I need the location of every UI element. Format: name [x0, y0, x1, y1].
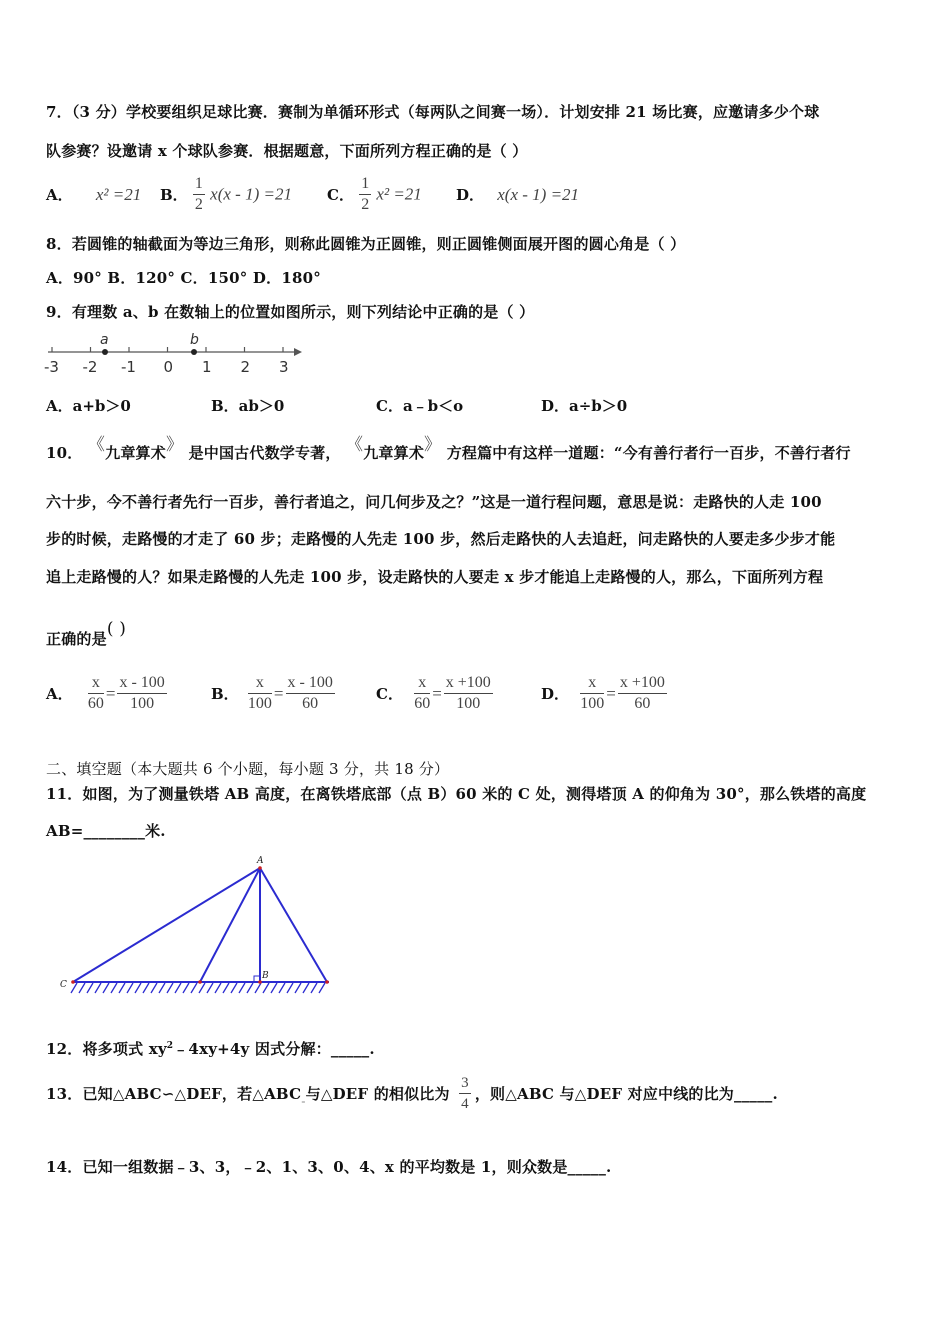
q9-option-c: C．a﹣b＜o [376, 397, 464, 415]
label-A: A [257, 856, 264, 866]
hatch-stroke [311, 983, 317, 993]
hatch-stroke [215, 983, 221, 993]
q10-stem-line2: 六十步，今不善行者先行一百步，善行者追之，问几何步及之？”这是一道行程问题，意思是说：走路快的人走 100 [46, 493, 822, 511]
hatch-stroke [167, 983, 173, 993]
hatch-stroke [71, 983, 77, 993]
q10-option-a: A． $\frac{x}{60}$ = $\frac{x - 100}{100}$ [46, 674, 165, 712]
q8-stem: 8．若圆锥的轴截面为等边三角形，则称此圆锥为正圆锥，则正圆锥侧面展开图的圆心角是（ ） [46, 235, 686, 253]
q7-option-b: B． $\frac{1}{2}$ x(x - 1) =21 [160, 175, 292, 213]
section-heading: 二、填空题（本大题共 6 个小题，每小题 3 分，共 18 分） [46, 760, 450, 778]
hatch-stroke [247, 983, 253, 993]
book-title-2: 九章算术 [363, 444, 425, 462]
hatch-stroke [111, 983, 117, 993]
hatch-stroke [199, 983, 205, 993]
hatch-stroke [143, 983, 149, 993]
ground-hatching [71, 983, 325, 993]
point-E [325, 980, 329, 984]
q9-stem: 9．有理数 a、b 在数轴上的位置如图所示，则下列结论中正确的是（ ） [46, 303, 535, 321]
hatch-stroke [319, 983, 325, 993]
point-b-label: b [190, 332, 199, 348]
q10-stem-line5: 正确的是( ) [46, 619, 127, 648]
hatch-stroke [127, 983, 133, 993]
q7-option-c: C． $\frac{1}{2}$ x² =21 [327, 175, 422, 213]
tick-label: -3 [44, 358, 59, 376]
answer-bracket: ( ) [106, 619, 127, 639]
q9-option-b: B．ab＞0 [211, 397, 285, 415]
tick-label: 1 [202, 358, 212, 376]
label-C: C [60, 980, 67, 990]
hatch-stroke [255, 983, 261, 993]
q11-stem-line1: 11．如图，为了测量铁塔 AB 高度，在离铁塔底部（点 B）60 米的 C 处，测得塔顶 A 的仰角为 30°，那么铁塔的高度 [46, 785, 867, 803]
hatch-stroke [295, 983, 301, 993]
line-CA [73, 868, 260, 982]
q7-stem-line1: 7．（3 分）学校要组织足球比赛．赛制为单循环形式（每两队之间赛一场）．计划安排 21 场比赛，应邀请多少个球 [46, 103, 820, 121]
book-title-1: 九章算术 [105, 444, 166, 462]
hatch-stroke [279, 983, 285, 993]
label-B: B [262, 971, 269, 981]
point-a [102, 349, 108, 355]
q9-option-a: A．a+b＞0 [46, 397, 131, 415]
hatch-stroke [239, 983, 245, 993]
number-line-ticks [44, 347, 289, 376]
hatch-stroke [303, 983, 309, 993]
hatch-stroke [263, 983, 269, 993]
hatch-stroke [159, 983, 165, 993]
hatch-stroke [175, 983, 181, 993]
tick-label: -1 [121, 358, 136, 376]
hatch-stroke [87, 983, 93, 993]
hatch-stroke [95, 983, 101, 993]
q10-stem-line1: 10． 《九章算术》 是中国古代数学专著， 《九章算术》 方程篇中有这样一道题：“今有善行者行一百步，不善行者行 [46, 435, 851, 462]
hatch-stroke [183, 983, 189, 993]
q7-option-c-fraction: $\frac{1}{2}$ [361, 175, 370, 213]
q11-stem-line2: AB=________米. [46, 822, 166, 840]
q10-option-c: C． $\frac{x}{60}$ = $\frac{x +100}{100}$ [376, 674, 491, 712]
q7-option-a-expr: x² =21 [95, 185, 142, 204]
q7-option-d: D． x(x - 1) =21 [456, 185, 580, 204]
hatch-stroke [231, 983, 237, 993]
number-line-arrow [294, 348, 302, 356]
point-A [258, 866, 262, 870]
q8-options: A．90° B．120° C．150° D．180° [46, 269, 321, 287]
hatch-stroke [207, 983, 213, 993]
tick-label: 2 [240, 358, 251, 376]
tick-label: 3 [279, 358, 289, 376]
hatch-stroke [271, 983, 277, 993]
tower-figure [55, 852, 345, 1002]
number-line-figure [40, 330, 310, 380]
hatch-stroke [79, 983, 85, 993]
q10-stem-line4: 追上走路慢的人？如果走路慢的人先走 100 步，设走路快的人要走 x 步才能追上走路慢的人，那么，下面所列方程 [46, 568, 824, 586]
point-D [198, 980, 202, 984]
q14-stem: 14．已知一组数据﹣3、3，﹣2、1、3、0、4、x 的平均数是 1，则众数是_____. [46, 1158, 612, 1176]
point-a-label: a [100, 332, 109, 348]
q12-stem: 12．将多项式 $xy^2﹣4xy+4y$ 因式分解：_____. [46, 1040, 375, 1058]
tick-label: 0 [163, 358, 174, 376]
similarity-ratio-fraction: $\frac{3}{4}$ [461, 1075, 469, 1112]
hatch-stroke [223, 983, 229, 993]
line-DA [200, 868, 260, 982]
q10-stem-line3: 步的时候，走路慢的才走了 60 步；走路慢的人先走 100 步，然后走路快的人去追赶，问走路快的人要走多少步才能 [46, 530, 836, 548]
q10-option-b: B． $\frac{x}{100}$ = $\frac{x - 100}{60}$ [211, 674, 333, 712]
hatch-stroke [135, 983, 141, 993]
q7-stem-line2: 队参赛？设邀请 x 个球队参赛．根据题意，下面所列方程正确的是（ ） [46, 142, 528, 160]
tick-label: -2 [82, 358, 98, 376]
line-EA [260, 868, 327, 982]
point-C [71, 980, 75, 984]
q7-option-a: A． x² =21 [46, 185, 142, 204]
q7-option-b-fraction: $\frac{1}{2}$ [194, 175, 203, 213]
q13-stem: 13．已知△ABC∽△DEF，若$\triangle ABC_{_=}$与△DEF 的相似比为 $\frac{3}{4}$ ，则△ABC 与△DEF 对应中线的比为_____. [46, 1075, 778, 1112]
hatch-stroke [191, 983, 197, 993]
point-b [191, 349, 197, 355]
hatch-stroke [103, 983, 109, 993]
hatch-stroke [119, 983, 125, 993]
q10-option-d: D． $\frac{x}{100}$ = $\frac{x +100}{60}$ [541, 674, 665, 712]
hatch-stroke [287, 983, 293, 993]
hatch-stroke [151, 983, 157, 993]
q9-option-d: D．a÷b＞0 [541, 397, 628, 415]
